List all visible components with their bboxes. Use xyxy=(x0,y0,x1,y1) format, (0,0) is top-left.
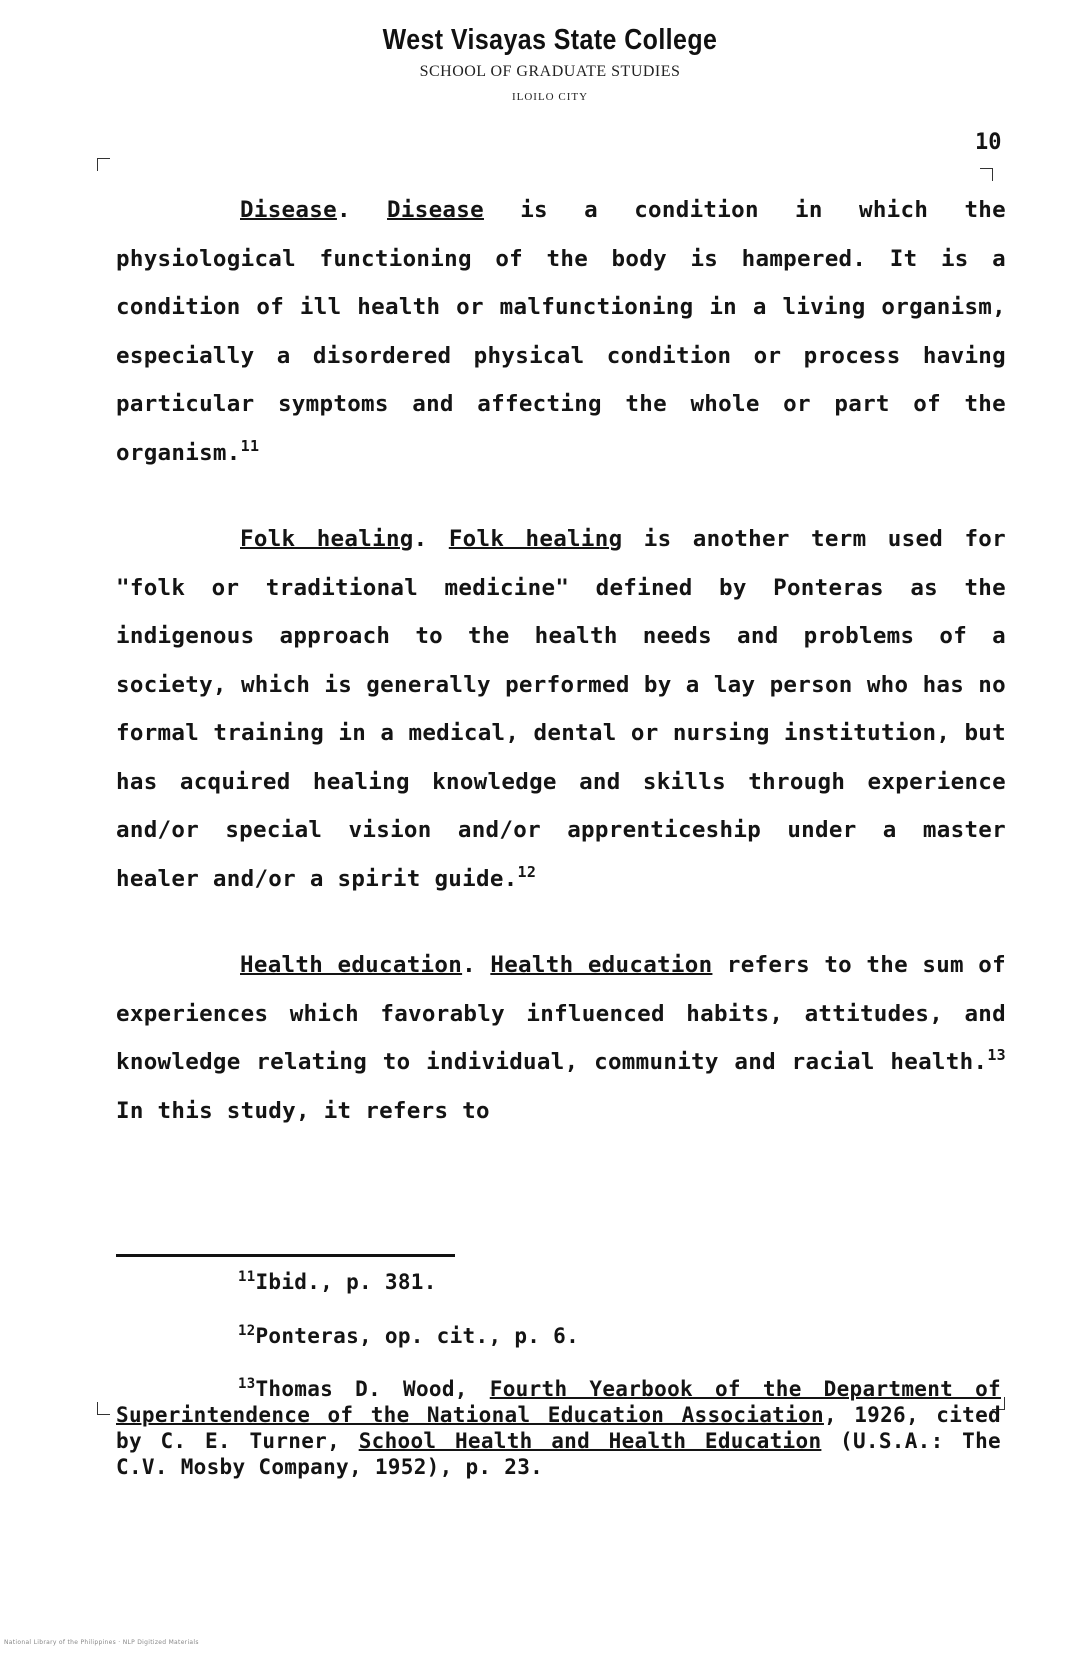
footnotes xyxy=(116,1268,1001,1506)
letterhead xyxy=(0,24,1078,103)
footnote-number: 12 xyxy=(238,1323,256,1339)
term-repeat: Folk healing xyxy=(448,526,623,552)
footnote-title: Fourth Yearbook of the Department of Superintendence of the National Education Association xyxy=(116,1377,1001,1427)
footnote-ref: 13 xyxy=(987,1046,1006,1064)
term-heading: Health education xyxy=(240,952,463,978)
body-text xyxy=(116,186,1006,1173)
footnote-13 xyxy=(116,1376,1001,1480)
school-name: SCHOOL OF GRADUATE STUDIES xyxy=(419,63,681,80)
footnote-number: 13 xyxy=(238,1376,256,1392)
paragraph-disease: Disease. Disease is a condition in which the physiological functioning of the body is hampered. It is a condition of ill health or malfunctioning in a living organism, especially a disordered physical condition or process having particular symptoms and affecting the whole or part of the organism.$^{11}$ xyxy=(116,197,1006,466)
term-heading: Disease xyxy=(240,197,337,223)
page-number: 10 xyxy=(975,130,1002,155)
footnote-11 xyxy=(116,1268,1001,1296)
footnote-number: 11 xyxy=(238,1269,256,1285)
archive-stamp: National Library of the Philippines · NLP Digitized Materials xyxy=(4,1639,199,1646)
footnote-12 xyxy=(116,1322,1001,1350)
footnote-divider xyxy=(116,1254,455,1257)
city-name: ILOILO CITY xyxy=(511,91,589,103)
paragraph-health-education: Health education. Health education refers to the sum of experiences which favorably influenced habits, attitudes, and knowledge relating to individual, community and racial health.$^{13}$ In this study, it refers to xyxy=(116,952,1006,1124)
paragraph-text: refers to the sum of experiences which favorably influenced habits, attitudes, and knowledge relating to individual, community and racial health. xyxy=(116,952,1006,1075)
crop-mark-bottom-left xyxy=(97,1402,110,1415)
footnote-author: Thomas D. Wood, xyxy=(255,1377,468,1401)
crop-mark-top-right xyxy=(980,168,993,181)
footnote-text: Ponteras, op. cit., p. 6. xyxy=(255,1324,580,1348)
paragraph-text: is a condition in which the physiological functioning of the body is hampered. It is a condition of ill health or malfunctioning in a living organism, especially a disordered physical condition or process having particular symptoms and affecting the whole or part of the organism. xyxy=(116,197,1006,466)
footnote-title-2: School Health and Health Education xyxy=(358,1429,822,1453)
footnote-text: Ibid., p. 381. xyxy=(255,1270,437,1294)
paragraph-text: is another term used for "folk or traditional medicine" defined by Ponteras as the indigenous approach to the health needs and problems of a society, which is generally performed by a lay person who has no formal training in a medical, dental or nursing institution, but has acquired healing knowledge and skills through experience and/or special vision and/or apprenticeship under a master healer and/or a spirit guide. xyxy=(116,526,1006,892)
crop-mark-top-left xyxy=(97,158,110,171)
paragraph-folk-healing: Folk healing. Folk healing is another term used for "folk or traditional medicine" defined by Ponteras as the indigenous approach to the health needs and problems of a society, which is generally performed by a lay person who has no formal training in a medical, dental or nursing institution, but has acquired healing knowledge and skills through experience and/or special vision and/or apprenticeship under a master healer and/or a spirit guide.$^{12}$ xyxy=(116,526,1006,892)
footnote-middle: , 1926, cited by C. E. Turner, xyxy=(116,1403,1001,1453)
paragraph-continuation: In this study, it refers to xyxy=(116,1097,490,1124)
footnote-ref: 11 xyxy=(240,436,260,455)
term-repeat: Health education xyxy=(490,952,713,978)
footnote-ref: 12 xyxy=(517,862,537,881)
term-heading: Folk healing xyxy=(240,526,414,552)
term-repeat: Disease xyxy=(387,197,484,223)
college-name: West Visayas State College xyxy=(382,24,718,56)
footnote-end: (U.S.A.: The C.V. Mosby Company, 1952), p. 23. xyxy=(116,1429,1001,1479)
